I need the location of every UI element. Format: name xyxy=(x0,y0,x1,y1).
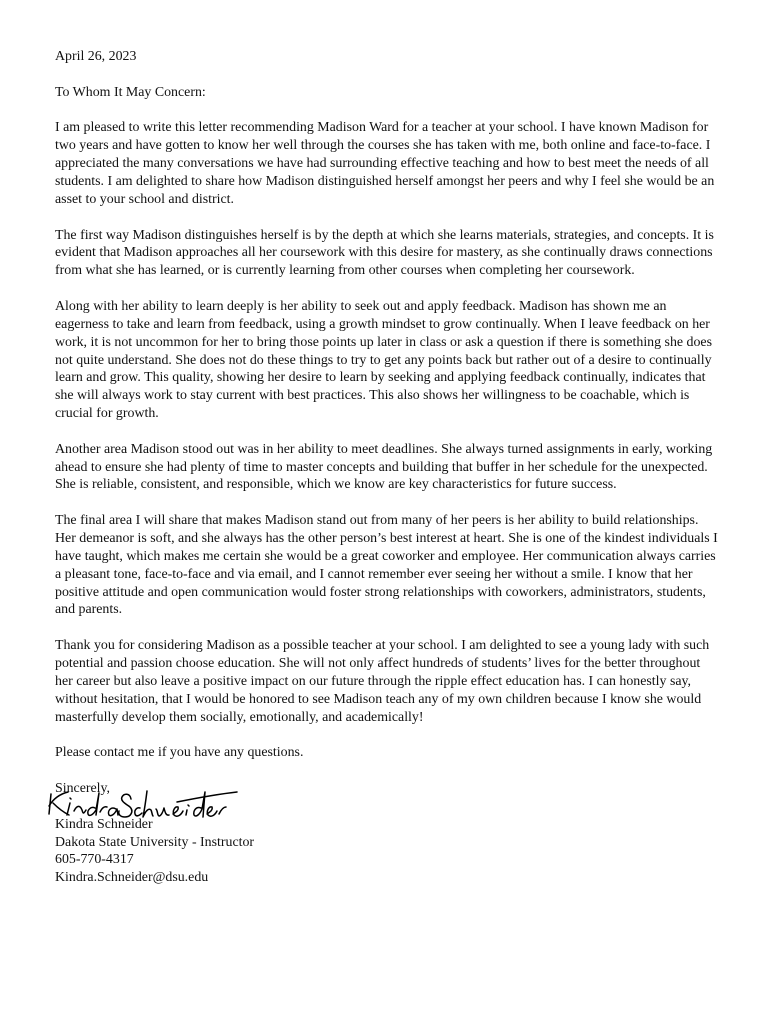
signer-name: Kindra Schneider xyxy=(55,816,153,832)
contact-invitation: Please contact me if you have any questions. xyxy=(55,745,304,761)
body-paragraph-2: The first way Madison distinguishes herself is by the depth at which she learns materials, strategies, and concepts. It is evident that Madison approaches all her coursework with this desire for mastery, as she continually draws connections from what she has learned, or is currently learning from other courses when completing her coursework. xyxy=(55,227,714,279)
signer-title: Dakota State University - Instructor xyxy=(55,834,255,850)
body-paragraph-5: The final area I will share that makes Madison stand out from many of her peers is her ability to build relationships. Her demeanor is soft, and she always has the other person’s best interest at heart. She is one of the kindest individuals I have taught, which makes me certain she would be a great coworker and employee. Her communication always carries a pleasant tone, face-to-face and via email, and I cannot remember ever seeing her without a smile. I know that her positive attitude and open communication would foster strong relationships with coworkers, administrators, students, and parents. xyxy=(55,513,718,618)
handwritten-signature xyxy=(47,784,237,826)
signer-phone: 605-770-4317 xyxy=(55,852,134,868)
letter-salutation: To Whom It May Concern: xyxy=(55,84,206,100)
body-paragraph-6: Thank you for considering Madison as a possible teacher at your school. I am delighted to see a young lady with such potential and passion choose education. She will not only affect hundreds of students’ lives for the better throughout her career but also leave a positive impact on our future through the ripple effect education has. I can honestly say, without hesitation, that I would be honored to see Madison teach any of my own children because I know she would masterfully develop them socially, emotionally, and academically! xyxy=(55,638,710,725)
recommendation-letter xyxy=(55,48,719,887)
body-paragraph-3: Along with her ability to learn deeply is her ability to seek out and apply feedback. Madison has shown me an eagerness to take and learn from feedback, using a growth mindset to grow continually. When I leave feedback on her work, it is not uncommon for her to bring those points up later in class or ask a question if there is something she does not quite understand. She does not do these things to try to get any points back but rather out of a desire to continually learn and grow. This quality, showing her desire to learn by seeking and applying feedback continually, indicates that she will always work to stay current with best practices. This also shows her willingness to be coachable, which is crucial for growth. xyxy=(55,299,712,422)
body-paragraph-1: I am pleased to write this letter recommending Madison Ward for a teacher at your school. I have known Madison for two years and have gotten to know her well through the courses she has taken with me, both online and face-to-face. I appreciated the many conversations we have had surrounding effective teaching and how to best meet the needs of all students. I am delighted to share how Madison distinguished herself amongst her peers and why I feel she would be an asset to your school and district. xyxy=(55,120,715,207)
closing-phrase: Sincerely, xyxy=(55,781,111,797)
signature-block xyxy=(55,780,719,887)
signer-email: Kindra.Schneider@dsu.edu xyxy=(55,870,209,886)
letter-date: April 26, 2023 xyxy=(55,49,137,64)
body-paragraph-4: Another area Madison stood out was in her ability to meet deadlines. She always turned assignments in early, working ahead to ensure she had plenty of time to master concepts and building that buffer in her schedule for the unexpected. She is reliable, consistent, and responsible, which we know are key characteristics for future success. xyxy=(55,441,713,493)
